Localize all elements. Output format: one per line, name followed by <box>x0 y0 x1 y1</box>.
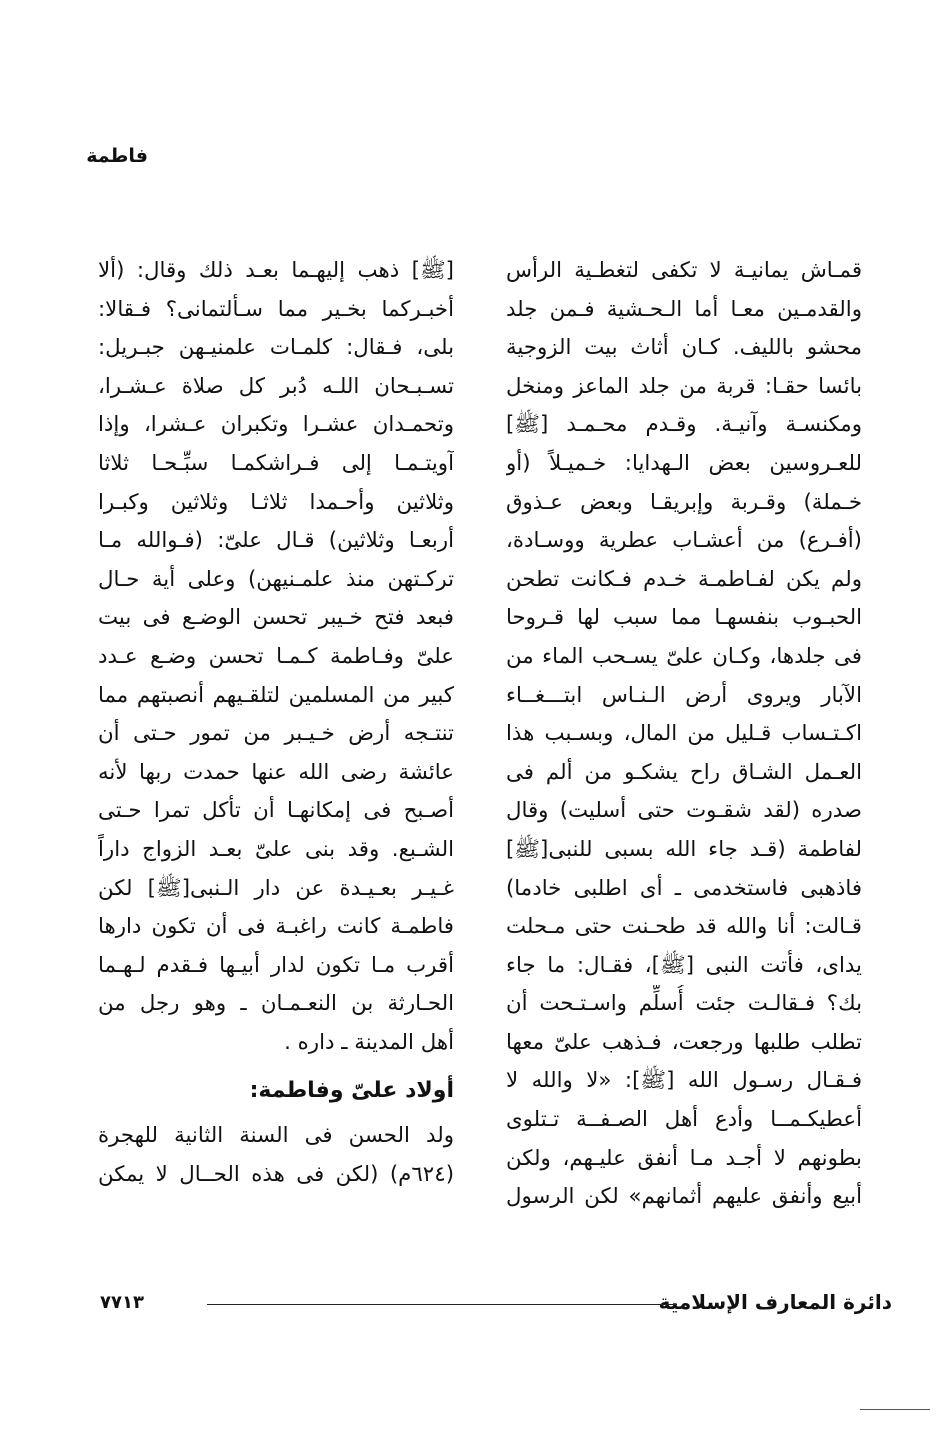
text-line: أصـبح فى إمكانهـا أن تأكل تمرا حـتى <box>98 798 454 824</box>
footer-divider <box>207 1304 677 1305</box>
text-line: صدره (لقد شقـوت حتى أسليت) وقال <box>506 798 862 824</box>
text-line: آويتـمـا إلى فـراشكمـا سبِّـحـا ثلاثا <box>98 450 454 476</box>
text-line: أقرب مـا تكون لدار أبيـها فـقدم لـهـما <box>98 952 454 978</box>
text-line: يداى، فأتت النبى [ﷺ]، فقـال: ما جاء <box>506 952 862 978</box>
text-line: أهل المدينة ـ داره . <box>284 1029 454 1055</box>
text-line: اكـتـساب قـليل من المال، وبسـبب هذا <box>506 721 862 747</box>
text-line: تركـتهن منذ علمـنيهن) وعلى أية حـال <box>98 566 454 592</box>
text-line: الحـارثة بن النعـمـان ـ وهو رجل من <box>98 991 454 1017</box>
text-line: عائشة رضى الله عنها حمدت ربها لأنه <box>98 759 454 785</box>
text-line: وثلاثين وأحـمدا ثلاثـا وثلاثين وكبـرا <box>98 489 454 515</box>
text-line: فـقـال رسـول الله [ﷺ]: «لا والله لا <box>506 1068 862 1094</box>
text-line: كبير من المسلمين لتلقـيهم أنصبتهم مما <box>98 682 454 708</box>
footer-publication-title: دائرة المعارف الإسلامية <box>658 1290 892 1314</box>
text-line: تنتـجه أرض خـيـبر من تمور حـتى أن <box>98 721 454 747</box>
text-line: غـيـر بعـيـدة عن دار الـنبى[ﷺ] لكن <box>98 875 454 901</box>
text-line: تسـبـحان اللـه دُبر كل صلاة عـشـرا، <box>98 373 454 399</box>
text-line: قـالت: أنا والله قد طحـنت حتى مـحلت <box>506 914 862 940</box>
text-line: أبيع وأنفق عليهم أثمانهم» لكن الرسول <box>506 1184 862 1210</box>
left-text-column <box>98 252 454 1194</box>
text-line: بطونهم لا أجـد مـا أنفق عليـهم، ولكن <box>506 1145 862 1171</box>
text-line: فبعد فتح خـيبر تحسن الوضـع فى بيت <box>98 605 454 631</box>
text-line: ولد الحسن فى السنة الثانية للهجرة <box>98 1123 454 1149</box>
text-line: الآبار ويروى أرض الـنـاس ابتـــغــاء <box>506 682 862 708</box>
text-line: (أفـرع) من أعشـاب عطرية ووسـادة، <box>506 528 862 554</box>
corner-divider <box>860 1409 930 1410</box>
text-line: لفاطمة (قـد جاء الله بسبى للنبى[ﷺ] <box>506 836 862 862</box>
text-line: للعـروسين بعض الـهدايا: خـميـلاً (أو <box>506 450 862 476</box>
text-line: وتحمـدان عشـرا وتكبران عـشرا، وإذا <box>98 412 454 438</box>
text-line: (٦٢٤م) (لكن فى هذه الحــال لا يمكن <box>98 1161 454 1187</box>
text-line: تطلب طلبها ورجعت، فـذهب علىّ معها <box>506 1029 862 1055</box>
text-line: والقدمـين معـا أما الـحـشية فـمن جلد <box>506 296 862 322</box>
running-header-title: فاطمة <box>86 145 148 167</box>
text-line: العـمل الشـاق راح يشكـو من ألم فى <box>506 759 862 785</box>
section-heading: أولاد علىّ وفاطمة: <box>249 1078 454 1104</box>
text-line: خـملة) وقـربة وإبريقـا وبعض عـذوق <box>506 489 862 515</box>
right-text-column <box>506 252 862 1217</box>
text-line: ولم يكن لفـاطمـة خـدم فـكانت تطحن <box>506 566 862 592</box>
text-line: الشـبع. وقد بنى علىّ بعـد الزواج داراً <box>98 836 454 862</box>
text-line: بلى، فـقال: كلمـات علمنيـهن جبـريل: <box>98 335 454 361</box>
text-line: فاذهبى فاستخدمى ـ أى اطلبى خادما) <box>506 875 862 901</box>
page-number: ٧٧١٣ <box>100 1292 144 1313</box>
text-line: بك؟ فـقالـت جئت أُسلِّم واسـتـحت أن <box>506 991 862 1017</box>
text-line: فاطمـة كانت راغبـة فى أن تكون دارها <box>98 914 454 940</box>
text-line: محشو بالليف. كـان أثاث بيت الزوجية <box>506 335 862 361</box>
text-line: [ﷺ] ذهب إليهـما بعـد ذلك وقال: (ألا <box>98 258 454 283</box>
text-line: بائسا حقـا: قربة من جلد الماعز ومنخل <box>506 373 862 399</box>
text-line: الحبـوب بنفسهـا مما سبب لها قـروحا <box>506 605 862 631</box>
page-footer <box>100 1290 892 1320</box>
text-line: أعطيكـمــا وأدع أهل الصـفــة تـتلوى <box>506 1107 862 1133</box>
text-line: ومكنسـة وآنيـة. وقـدم محـمـد [ﷺ] <box>506 412 862 438</box>
text-line: علىّ وفـاطمة كـمـا تحسن وضـع عـدد <box>98 643 454 669</box>
text-line: قمـاش يمانيـة لا تكفى لتغطـية الرأس <box>506 258 862 283</box>
text-line: أربعـا وثلاثين) قـال علىّ: (فـوالله مـا <box>98 528 454 554</box>
text-line: أخبـركما بخـير مما سـألتمانى؟ فـقالا: <box>98 296 454 322</box>
text-line: فى جلدها، وكـان علىّ يسـحب الماء من <box>506 643 862 669</box>
